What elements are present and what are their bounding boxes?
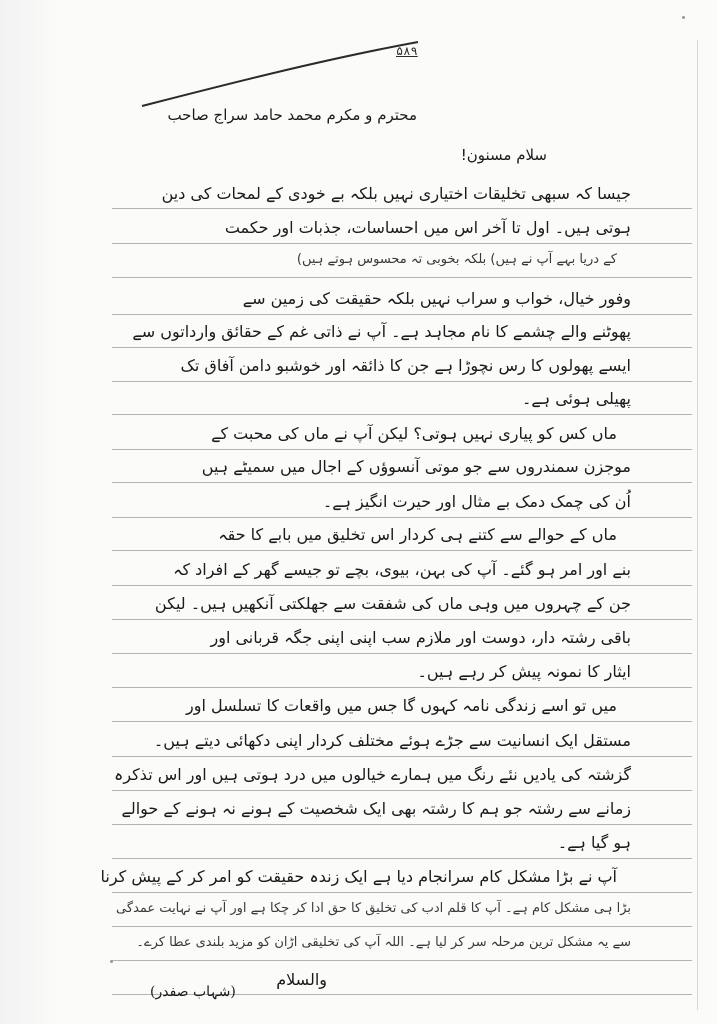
letter-line: بڑا ہی مشکل کام ہے۔ آپ کا قلم ادب کی تخلیق کا حق ادا کر چکا ہے اور آپ نے نہایت عمدگی (116, 901, 631, 916)
ruled-line (112, 619, 692, 620)
letter-line: ایسے پھولوں کا رس نچوڑا ہے جن کا ذائقہ اور خوشبو دامن آفاق تک (180, 356, 631, 375)
letter-line: پھوٹنے والے چشمے کا نام مجاہد ہے۔ آپ نے ذاتی غم کے حقائق وارداتوں سے (132, 322, 631, 341)
letter-line: ماں کس کو پیاری نہیں ہوتی؟ لیکن آپ نے ماں کی محبت کے (211, 424, 617, 443)
ruled-line (112, 892, 692, 893)
ruled-line (112, 721, 692, 722)
letter-line: موجزن سمندروں سے جو موتی آنسوؤں کے اجال میں سمیٹے ہیں (201, 457, 631, 476)
ruled-line (112, 449, 692, 450)
greeting-line: سلام مسنون! (460, 146, 547, 164)
pen-stroke-mark (140, 40, 420, 110)
scan-speck (682, 16, 685, 19)
ruled-line (112, 517, 692, 518)
letter-line: زمانے سے رشتہ جو ہم کا رشتہ بھی ایک شخصیت کے ہونے نہ ہونے کے حوالے (121, 799, 631, 818)
ruled-line (112, 858, 692, 859)
letter-line: مستقل ایک انسانیت سے جڑے ہوئے مختلف کردار اپنی دکھائی دیتے ہیں۔ (153, 731, 631, 750)
letter-line: سے یہ مشکل ترین مرحلہ سر کر لیا ہے۔ اللہ آپ کی تخلیقی اڑان کو مزید بلندی عطا کرے۔ (136, 935, 631, 950)
ruled-line (112, 208, 692, 209)
ruled-line (112, 381, 692, 382)
ruled-line (112, 314, 692, 315)
ruled-line (112, 790, 692, 791)
ruled-line (112, 960, 692, 961)
letter-line: کے دریا بہے آپ نے ہیں) بلکہ بخوبی تہ محسوس ہوتے ہیں) (296, 252, 617, 267)
letter-line: باقی رشتہ دار، دوست اور ملازم سب اپنی اپنی جگہ قربانی اور (210, 628, 631, 647)
scan-speck (110, 960, 113, 963)
ruled-line (112, 687, 692, 688)
ruled-line (112, 243, 692, 244)
letter-line: جن کے چہروں میں وہی ماں کی شفقت سے جھلکتی آنکھیں ہیں۔ لیکن (154, 594, 631, 613)
ruled-line (112, 482, 692, 483)
letter-line: ماں کے حوالے سے کتنے ہی کردار اس تخلیق میں بابے کا حقہ (218, 525, 617, 544)
letter-line: ہوتی ہیں۔ اول تا آخر اس میں احساسات، جذبات اور حکمت (224, 218, 631, 237)
ruled-line (112, 347, 692, 348)
letter-line: جیسا کہ سبھی تخلیقات اختیاری نہیں بلکہ بے خودی کے لمحات کی دین (161, 184, 631, 203)
salutation-line: محترم و مکرم محمد حامد سراج صاحب (167, 106, 417, 124)
letter-line: پھیلی ہوئی ہے۔ (521, 389, 631, 408)
ruled-line (112, 585, 692, 586)
letter-line: وفور خیال، خواب و سراب نہیں بلکہ حقیقت کی زمین سے (242, 289, 631, 308)
letter-line: ہو گیا ہے۔ (557, 833, 631, 852)
letter-line: ایثار کا نمونہ پیش کر رہے ہیں۔ (417, 662, 631, 681)
ruled-line (112, 756, 692, 757)
ruled-line (112, 926, 692, 927)
page-number: ۵۸۹ (396, 44, 418, 58)
ruled-line (112, 277, 692, 278)
closing-line: والسلام (276, 970, 327, 989)
letter-line: بنے اور امر ہو گئے۔ آپ کی بہن، بیوی، بچے تو جیسے گھر کے افراد کہ (173, 560, 631, 579)
ruled-line (112, 824, 692, 825)
letter-line: گزشتہ کی یادیں نئے رنگ میں ہمارے خیالوں میں درد ہوتی ہیں اور اس تذکرہ (113, 765, 631, 784)
ruled-line (112, 414, 692, 415)
ruled-line (112, 653, 692, 654)
ruled-line (112, 550, 692, 551)
margin-rule (697, 40, 698, 1010)
letter-line: آپ نے بڑا مشکل کام سرانجام دیا ہے ایک زندہ حقیقت کو امر کر کے پیش کرنا (100, 867, 617, 886)
letter-line: اُن کی چمک دمک بے مثال اور حیرت انگیز ہے۔ (322, 492, 631, 511)
letter-line: میں تو اسے زندگی نامہ کہوں گا جس میں واقعات کا تسلسل اور (185, 696, 617, 715)
signature: (شہاب صفدر) (150, 984, 236, 1000)
